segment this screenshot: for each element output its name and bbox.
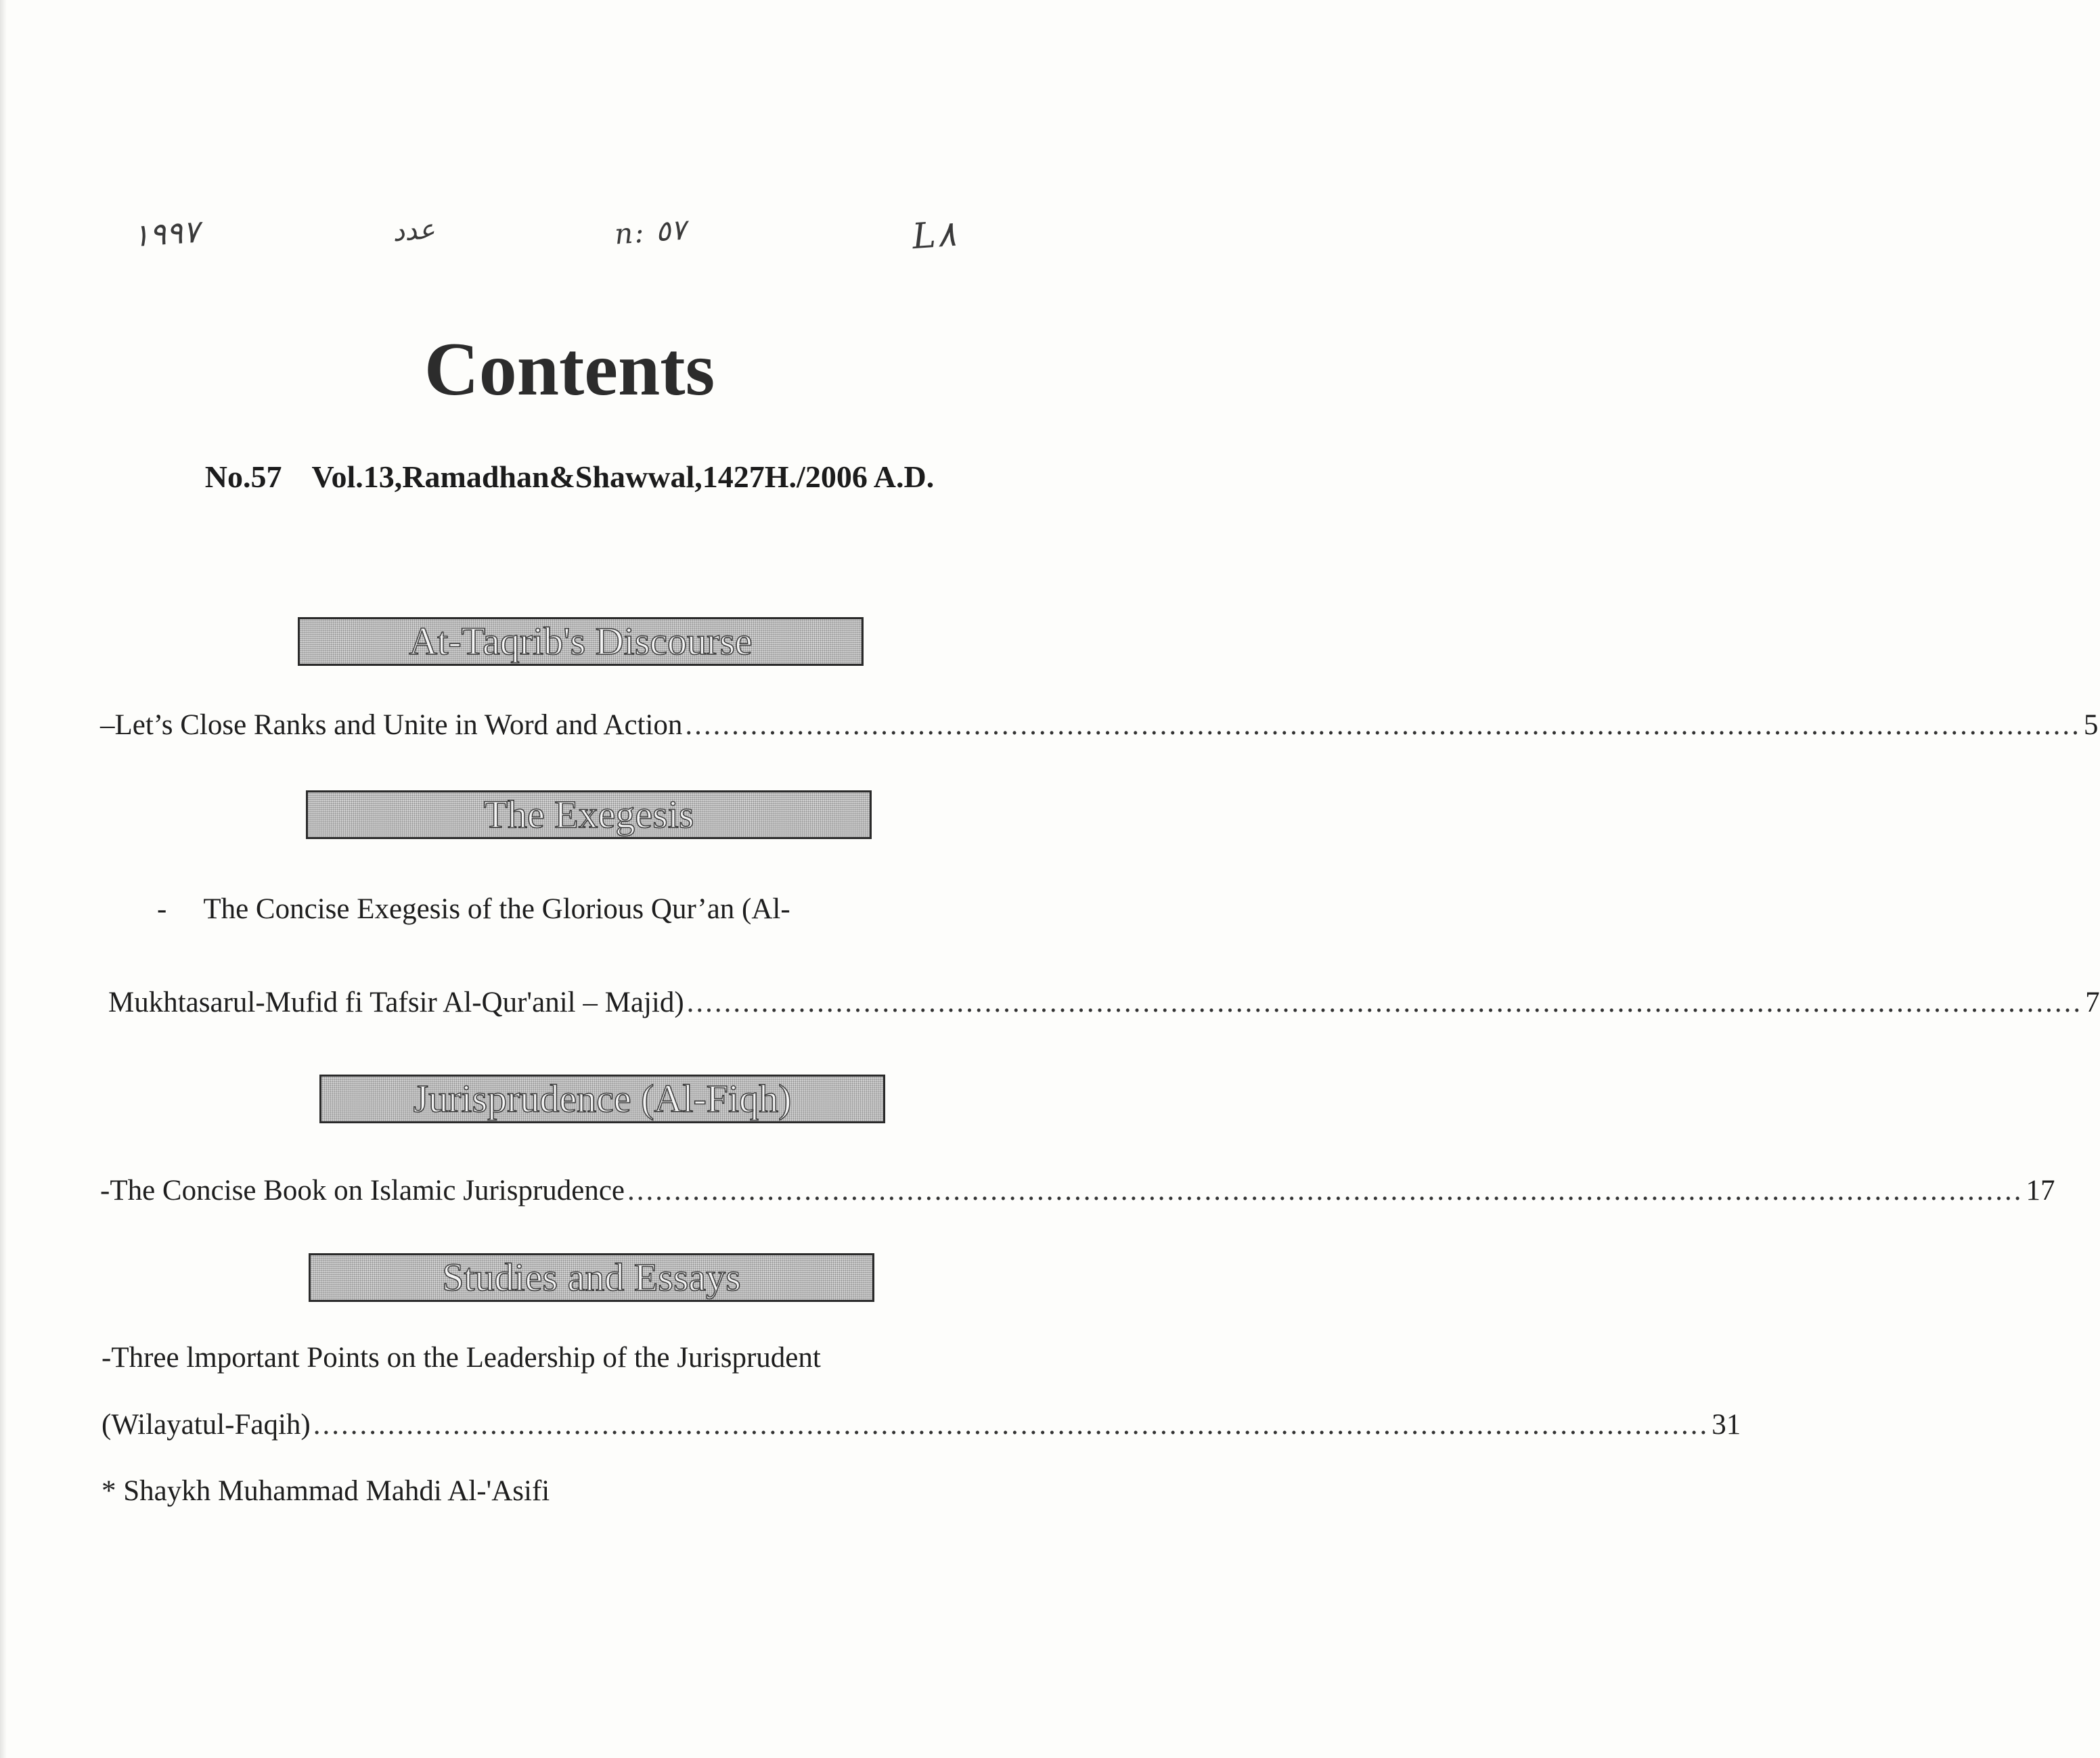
entry-title: The Concise Book on Islamic Jurisprudence [110, 1175, 625, 1207]
page-title: Contents [424, 328, 715, 411]
entry-author: * Shaykh Muhammad Mahdi Al-'Asifi [102, 1475, 550, 1507]
entry-bullet: - [102, 1342, 112, 1374]
entry-title-line2: (Wilayatul-Faqih) [102, 1409, 311, 1441]
leader-dots: ...................................................................................................................................................... [685, 709, 2081, 741]
section-heading-jurisprudence: Jurisprudence (Al-Fiqh) [319, 1075, 885, 1123]
entry-bullet: - [157, 893, 167, 925]
entry-title-line1: Three lmportant Points on the Leadership of the Jurisprudent [111, 1342, 821, 1374]
entry-page-number: 7 [2085, 987, 2100, 1018]
toc-entry-line2[interactable] [108, 987, 2100, 1018]
toc-entry-line2[interactable] [102, 1409, 1741, 1441]
leader-dots: ...................................................................................................................................................... [313, 1409, 1710, 1441]
page-edge [0, 0, 7, 1758]
entry-title: Let’s Close Ranks and Unite in Word and Action [114, 709, 683, 741]
entry-page-number: 17 [2026, 1175, 2055, 1207]
issue-number: No.57 [204, 459, 282, 494]
entry-title-line2: Mukhtasarul-Mufid fi Tafsir Al-Qur'anil – Majid) [108, 987, 684, 1018]
handwritten-word-mark: عدد [391, 213, 437, 248]
leader-dots: ...................................................................................................................................................... [686, 987, 2083, 1018]
entry-title-line1: The Concise Exegesis of the Glorious Qur’an (Al- [203, 893, 790, 925]
toc-entry[interactable] [100, 1175, 2055, 1207]
handwritten-code-mark: L٨ [910, 213, 958, 258]
issue-volume-date: Vol.13,Ramadhan&Shawwal,1427H./2006 A.D. [311, 459, 935, 494]
leader-dots: ...................................................................................................................................................... [627, 1175, 2024, 1207]
section-heading-exegesis: The Exegesis [306, 790, 872, 839]
entry-page-number: 5 [2083, 709, 2099, 741]
toc-entry-line1[interactable] [157, 895, 790, 924]
toc-entry-line1[interactable] [102, 1343, 821, 1372]
handwritten-year-mark: ١٩٩٧ [131, 212, 201, 254]
entry-bullet: - [100, 1175, 110, 1207]
section-heading-studies-essays: Studies and Essays [309, 1253, 874, 1302]
entry-bullet: – [100, 709, 115, 741]
entry-page-number: 31 [1712, 1409, 1741, 1441]
section-heading-at-taqrib: At-Taqrib's Discourse [298, 617, 864, 666]
handwritten-number-mark: n: ٥٧ [613, 212, 688, 251]
toc-entry[interactable] [100, 709, 2099, 741]
issue-line [0, 461, 1139, 493]
